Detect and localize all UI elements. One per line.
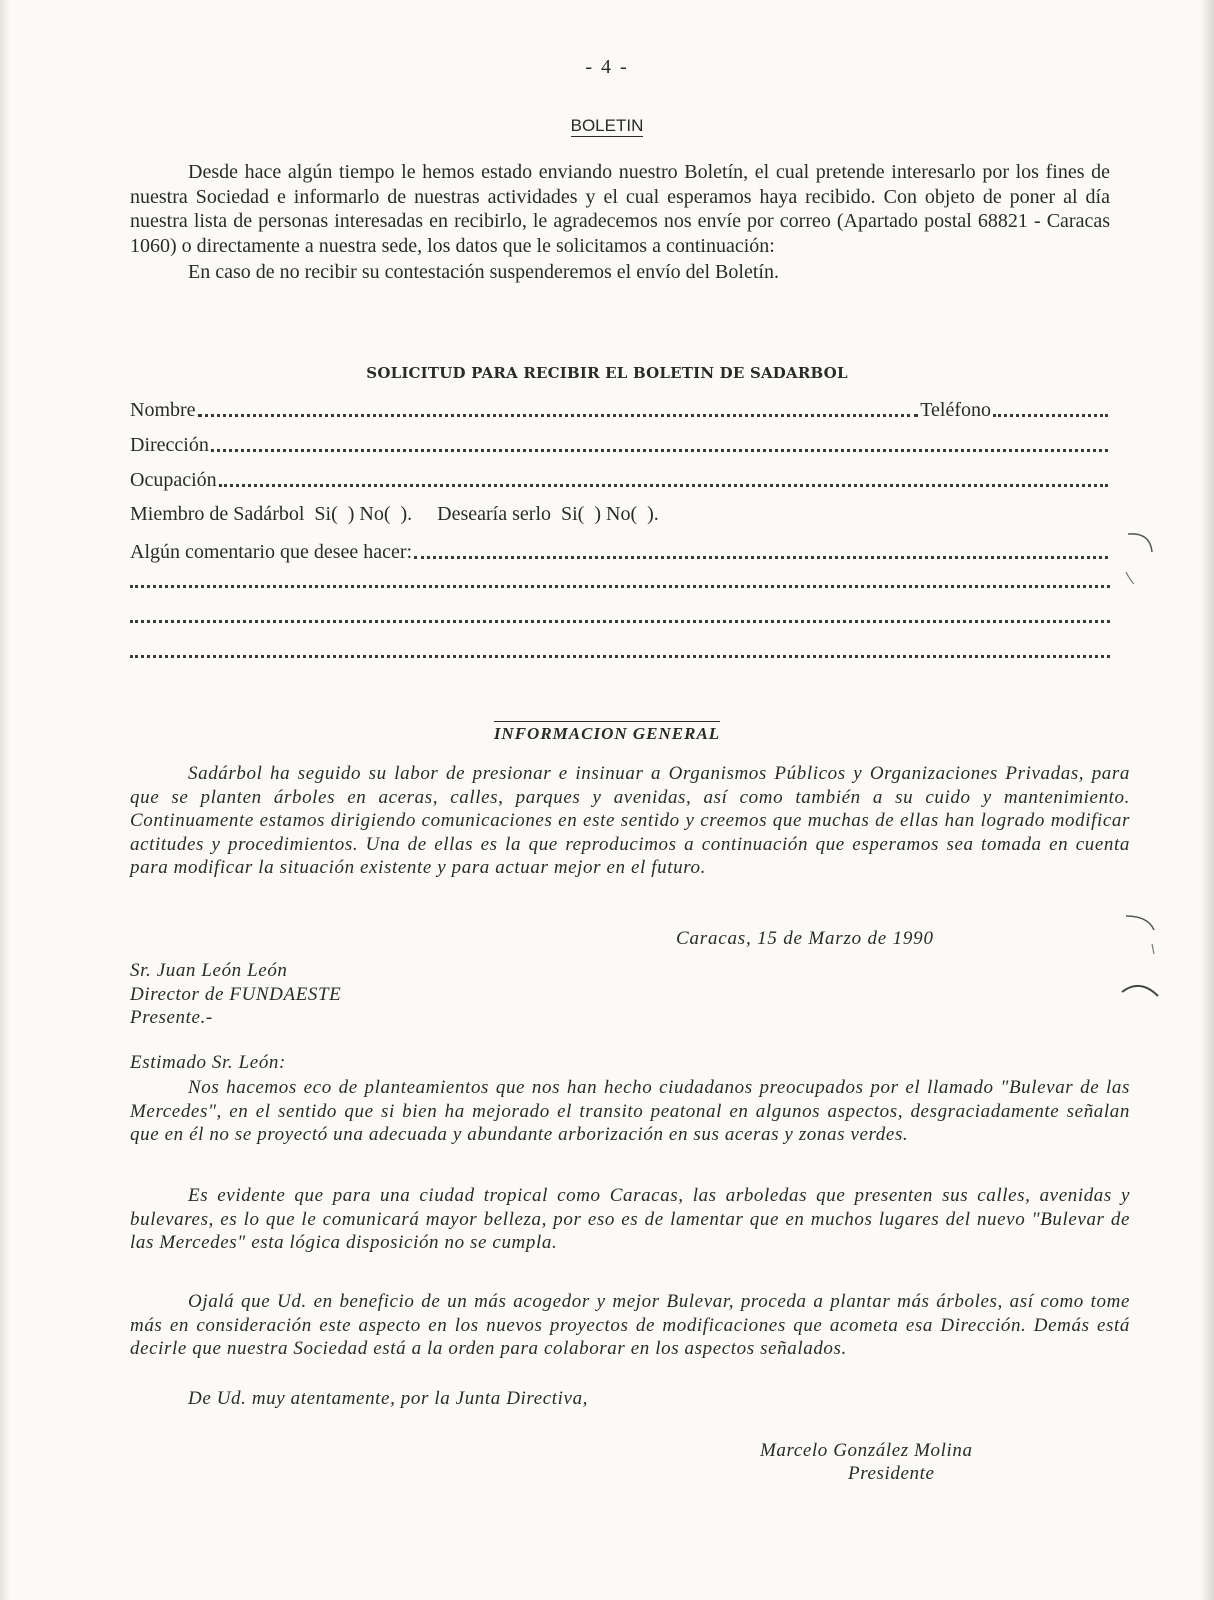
letter-paragraph-2: Es evidente que para una ciudad tropical como Caracas, las arboledas que presenten sus calles, avenidas y bulevares, es lo que le comunicará mayor belleza, por eso es de lamentar que en muchos lugares del nuevo "Bulevar de las Mercedes" esta lógica disposición no se cumpla.: [130, 1185, 1130, 1253]
margin-hole-mark-1: [1120, 528, 1160, 588]
salutation: Estimado Sr. León:: [130, 1052, 286, 1073]
comentario-field[interactable]: [414, 556, 1108, 559]
page-number: - 4 -: [585, 56, 629, 78]
nombre-label: Nombre: [130, 399, 196, 421]
nombre-field[interactable]: [198, 414, 919, 417]
recipient-name: Sr. Juan León León: [130, 960, 288, 981]
info-heading: [0, 724, 1214, 744]
ocupacion-field[interactable]: [219, 484, 1108, 487]
nombre-row: [130, 396, 1110, 422]
comentario-line-4[interactable]: [130, 655, 1110, 658]
signer-name: Marcelo González Molina: [760, 1440, 973, 1461]
letter-paragraph-3: Ojalá que Ud. en beneficio de un más acogedor y mejor Bulevar, proceda a plantar más árboles, así como tome más en consideración este aspecto en los nuevos proyectos de modificaciones que acometa esa Dirección. Demás está decirle que nuestra Sociedad está a la orden para colaborar en los aspectos señalados.: [130, 1291, 1130, 1359]
telefono-label: Teléfono: [920, 399, 991, 421]
page-edge-right: [1200, 0, 1214, 1600]
comentario-label: Algún comentario que desee hacer:: [130, 541, 413, 563]
boletin-intro: [130, 160, 1110, 285]
margin-hole-mark-3: [1118, 978, 1162, 1008]
telefono-field[interactable]: [993, 414, 1108, 417]
boletin-paragraph-1: Desde hace algún tiempo le hemos estado enviando nuestro Boletín, el cual pretende interesarlo por los fines de nuestra Sociedad e informarlo de nuestras actividades y el cual esperamos haya recibido. Con objeto de poner al día nuestra lista de personas interesadas en recibirlo, le agradecemos nos envíe por correo (Apartado postal 68821 - Caracas 1060) o directamente a nuestra sede, los datos que le solicitamos a continuación:: [130, 161, 1110, 257]
form-title: SOLICITUD PARA RECIBIR EL BOLETIN DE SADARBOL: [366, 364, 848, 382]
signer-title: Presidente: [848, 1463, 935, 1484]
comentario-line-2[interactable]: [130, 585, 1110, 588]
letter-paragraph-1: Nos hacemos eco de planteamientos que nos han hecho ciudadanos preocupados por el llamado "Bulevar de las Mercedes", en el sentido que si bien ha mejorado el transito peatonal en algunos aspectos, desgraciadamente señalan que en él no se proyectó una adecuada y abundante arborización en sus aceras y zonas verdes.: [130, 1077, 1130, 1145]
recipient-title: Director de FUNDAESTE: [130, 984, 342, 1005]
boletin-paragraph-2: En caso de no recibir su contestación suspenderemos el envío del Boletín.: [188, 261, 779, 283]
info-heading-text: INFORMACION GENERAL: [494, 721, 720, 743]
comentario-row: [130, 538, 1110, 564]
membership-question: Miembro de Sadárbol Si( ) No( ). Desearía serlo Si( ) No( ).: [130, 503, 659, 525]
margin-hole-mark-2: [1120, 910, 1160, 960]
boletin-heading-text: BOLETIN: [570, 116, 644, 135]
letter-date: Caracas, 15 de Marzo de 1990: [676, 928, 934, 949]
page-edge-left: [0, 0, 10, 1600]
ocupacion-label: Ocupación: [130, 469, 217, 491]
direccion-row: [130, 431, 1110, 457]
comentario-line-3[interactable]: [130, 620, 1110, 623]
direccion-label: Dirección: [130, 434, 209, 456]
info-paragraph: Sadárbol ha seguido su labor de presionar e insinuar a Organismos Públicos y Organizaciones Privadas, para que se planten árboles en aceras, calles, parques y avenidas, así como también a su cuido y mantenimiento. Continuamente estamos dirigiendo comunicaciones en este sentido y creemos que muchas de ellas han logrado modificar actitudes y procedimientos. Una de ellas es la que reproducimos a continuación que esperamos sea tomada en cuenta para modificar la situación existente y para actuar mejor en el futuro.: [130, 763, 1130, 878]
letter-closing: De Ud. muy atentamente, por la Junta Directiva,: [188, 1388, 589, 1409]
direccion-field[interactable]: [211, 449, 1108, 452]
ocupacion-row: [130, 466, 1110, 492]
presente-line: Presente.-: [130, 1007, 213, 1028]
boletin-heading: [0, 116, 1214, 136]
